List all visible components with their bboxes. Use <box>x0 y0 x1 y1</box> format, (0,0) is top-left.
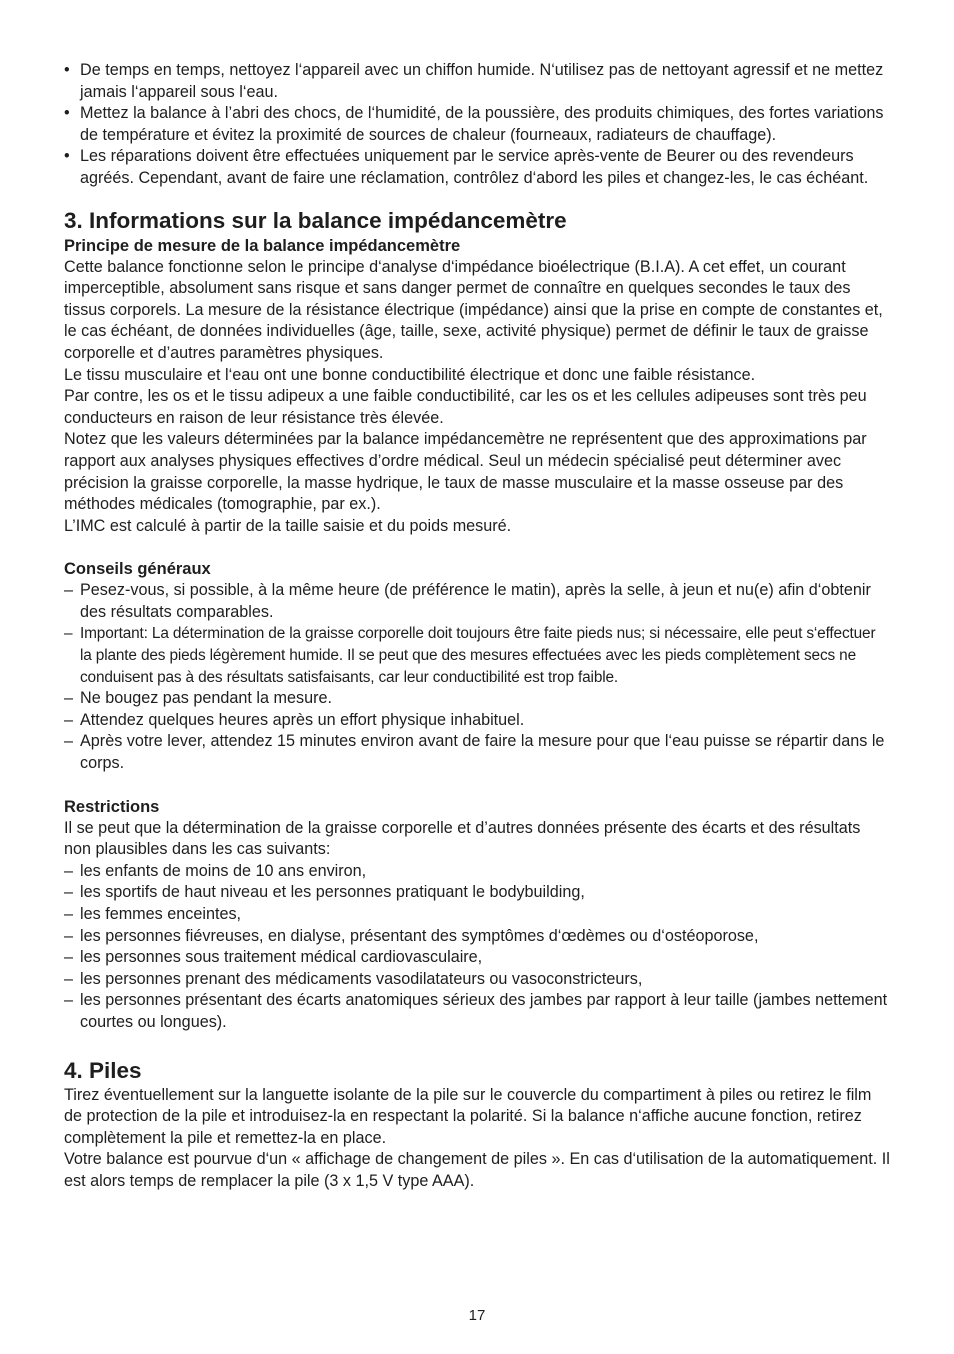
list-item: – les enfants de moins de 10 ans environ, <box>64 861 890 883</box>
list-item: – Pesez-vous, si possible, à la même heure (de préférence le matin), après la selle, à jeun et nu(e) afin d‘obtenir des résultats comparables. <box>64 580 890 623</box>
list-item: – Attendez quelques heures après un effort physique inhabituel. <box>64 710 890 732</box>
list-item: – les personnes présentant des écarts anatomiques sérieux des jambes par rapport à leur taille (jambes nettement courtes ou longues). <box>64 990 890 1033</box>
list-item: – Après votre lever, attendez 15 minutes environ avant de faire la mesure pour que l‘eau puisse se répartir dans le corps. <box>64 731 890 774</box>
restrictions-list <box>64 861 890 1034</box>
principle-paragraph: L’IMC est calculé à partir de la taille saisie et du poids mesuré. <box>64 516 512 535</box>
principle-paragraph: Notez que les valeurs déterminées par la balance impédancemètre ne représentent que des approximations par rapport aux analyses physiques effectives d’ordre médical. Seul un médecin spécialisé peut déterminer avec précision la graisse corporelle, la masse hydrique, le taux de masse musculaire et la masse osseuse par des méthodes médicales (tomographie, par ex.). <box>64 430 867 514</box>
list-item: – les personnes fiévreuses, en dialyse, présentant des symptômes d‘œdèmes ou d‘ostéoporose, <box>64 926 890 948</box>
batteries-paragraph: Tirez éventuellement sur la languette isolante de la pile sur le couvercle du compartiment à piles ou retirez le film de protection de la pile et introduisez-la en respectant la polarité. Si la balance n‘affiche aucune fonction, retirez complètement la pile et remettez-la en place. <box>64 1085 872 1147</box>
bullet-item: • Mettez la balance à l’abri des chocs, de l‘humidité, de la poussière, des produits chimiques, des fortes variations de température et évitez la proximité de sources de chaleur (fourneaux, radiateurs de chauffage). <box>64 103 890 146</box>
page-number: 17 <box>468 1307 486 1324</box>
advice-list <box>64 580 890 774</box>
advice-subheading: Conseils généraux <box>64 560 211 579</box>
bullet-item: • De temps en temps, nettoyez l‘appareil avec un chiffon humide. N‘utilisez pas de nettoyant agressif et ne mettez jamais l‘appareil sous l‘eau. <box>64 60 890 103</box>
section-3-heading: 3. Informations sur la balance impédancemètre <box>64 207 567 233</box>
list-item: – Ne bougez pas pendant la mesure. <box>64 688 890 710</box>
document-page <box>64 60 890 1193</box>
batteries-paragraph: Votre balance est pourvue d‘un « affichage de changement de piles ». En cas d‘utilisation de la automatiquement. Il est alors temps de remplacer la pile (3 x 1,5 V type AAA). <box>64 1150 890 1190</box>
restrictions-intro: Il se peut que la détermination de la graisse corporelle et d’autres données présente des écarts et des résultats non plausibles dans les cas suivants: <box>64 818 861 859</box>
principle-subheading: Principe de mesure de la balance impédancemètre <box>64 236 461 255</box>
list-item: – les sportifs de haut niveau et les personnes pratiquant le bodybuilding, <box>64 882 890 904</box>
list-item: – les femmes enceintes, <box>64 904 890 926</box>
list-item: – les personnes prenant des médicaments vasodilatateurs ou vasoconstricteurs, <box>64 969 890 991</box>
list-item: – les personnes sous traitement médical cardiovasculaire, <box>64 947 890 969</box>
bullet-item: • Les réparations doivent être effectuées uniquement par le service après-vente de Beurer ou des revendeurs agréés. Cependant, avant de faire une réclamation, contrôlez d‘abord les piles et changez-les, le cas échéant. <box>64 146 890 189</box>
principle-paragraph: Par contre, les os et le tissu adipeux a une faible conductibilité, car les os et les cellules adipeuses sont très peu conducteurs en raison de leur résistance très élevée. <box>64 387 867 427</box>
list-item: – Important: La détermination de la graisse corporelle doit toujours être faite pieds nus; si nécessaire, elle peut s‘effectuer la plante des pieds légèrement humide. Il se peut que des mesures effectuées avec les pieds complètement secs ne conduisent pas à des résultats satisfaisants, car leur conductibilité est trop faible. <box>64 623 890 688</box>
principle-paragraph: Le tissu musculaire et l‘eau ont une bonne conductibilité électrique et donc une faible résistance. <box>64 365 756 384</box>
cleaning-bullet-list <box>64 60 890 190</box>
section-4-heading: 4. Piles <box>64 1057 142 1083</box>
principle-paragraph: Cette balance fonctionne selon le principe d‘analyse d‘impédance bioélectrique (B.I.A). A cet effet, un courant imperceptible, absolument sans risque et sans danger permet de connaître en quelques secondes le taux des tissus corporels. La mesure de la résistance électrique (impédance) ainsi que la prise en compte de constantes et, le cas échéant, de données individuelles (âge, taille, sexe, activité physique) permet de définir le taux de graisse corporelle et d’autres paramètres physiques. <box>64 257 883 362</box>
restrictions-subheading: Restrictions <box>64 797 160 816</box>
